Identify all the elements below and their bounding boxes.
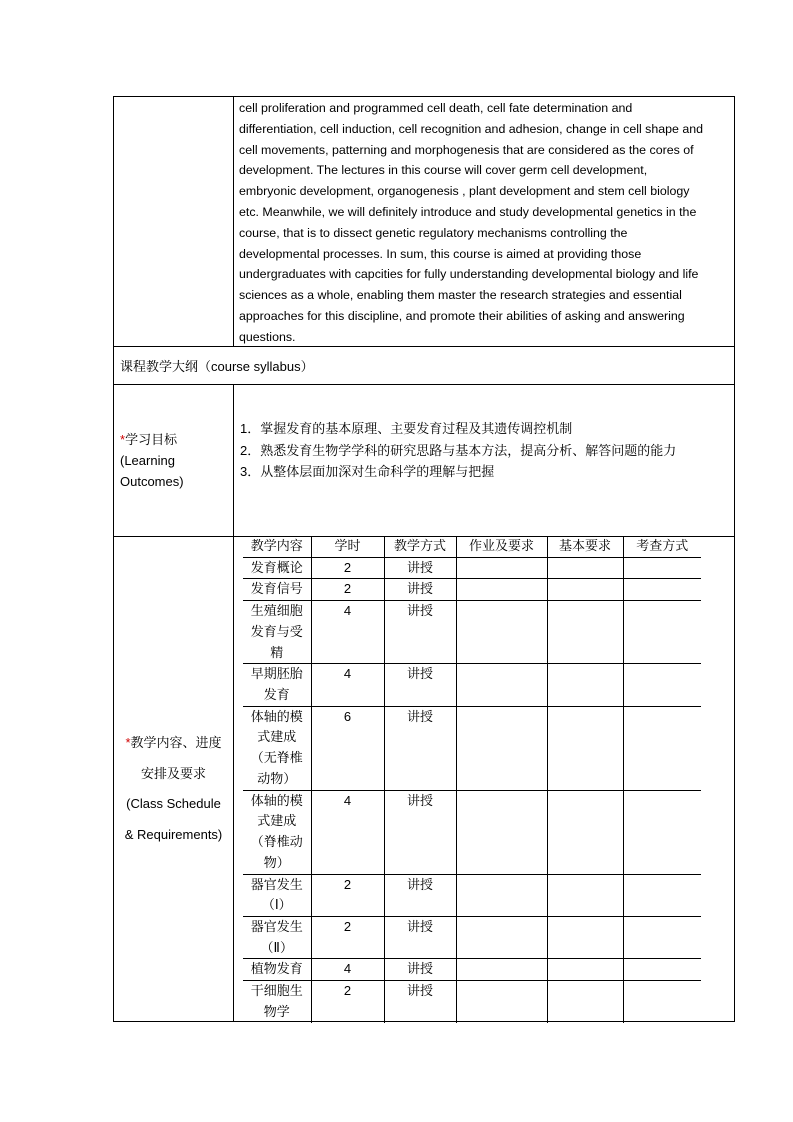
- schedule-hours: 2: [311, 874, 384, 916]
- schedule-row: [243, 557, 701, 579]
- header-content: 教学内容: [243, 536, 311, 557]
- schedule-header-row: [243, 536, 701, 557]
- schedule-content-line: （脊椎动: [250, 834, 303, 850]
- schedule-content: [243, 706, 311, 790]
- schedule-content: [243, 557, 311, 579]
- learning-outcomes-label-en: (Learning: [120, 453, 175, 468]
- schedule-homework: [456, 557, 547, 579]
- learning-outcomes-list: [240, 418, 676, 483]
- schedule-homework: [456, 601, 547, 664]
- schedule-homework: [456, 579, 547, 601]
- schedule-homework: [456, 790, 547, 874]
- schedule-row: [243, 874, 701, 916]
- schedule-assessment: [623, 790, 701, 874]
- schedule-basic-requirements: [547, 579, 623, 601]
- schedule-content-line: 式建成: [257, 729, 297, 745]
- schedule-basic-requirements: [547, 874, 623, 916]
- schedule-hours: 2: [311, 981, 384, 1023]
- schedule-content-line: （Ⅱ）: [260, 939, 293, 955]
- schedule-basic-requirements: [547, 959, 623, 981]
- outcome-item: 2．熟悉发育生物学学科的研究思路与基本方法，提高分析、解答问题的能力: [240, 442, 677, 458]
- outcome-item: 3．从整体层面加深对生命科学的理解与把握: [240, 464, 495, 479]
- description-line: questions.: [239, 329, 296, 344]
- schedule-content-line: 物学: [263, 1003, 290, 1019]
- schedule-hours: 2: [311, 557, 384, 579]
- schedule-homework: [456, 917, 547, 959]
- schedule-row: [243, 981, 701, 1023]
- syllabus-header: 课程教学大纲（course syllabus）: [120, 359, 314, 374]
- schedule-content-line: 发育信号: [250, 581, 303, 597]
- schedule-hours: 4: [311, 790, 384, 874]
- schedule-assessment: [623, 981, 701, 1023]
- schedule-content-line: 器官发生: [250, 919, 303, 935]
- schedule-method: 讲授: [384, 790, 456, 874]
- schedule-basic-requirements: [547, 981, 623, 1023]
- schedule-content: [243, 917, 311, 959]
- schedule-method: 讲授: [384, 874, 456, 916]
- schedule-row: [243, 601, 701, 664]
- schedule-assessment: [623, 579, 701, 601]
- schedule-basic-requirements: [547, 664, 623, 706]
- schedule-content-line: （Ⅰ）: [261, 897, 292, 913]
- schedule-content-line: 干细胞生: [250, 983, 303, 999]
- schedule-homework: [456, 664, 547, 706]
- schedule-method: 讲授: [384, 579, 456, 601]
- schedule-content-line: 生殖细胞: [250, 603, 303, 619]
- schedule-content-line: 式建成: [257, 813, 297, 829]
- schedule-method: 讲授: [384, 981, 456, 1023]
- schedule-hours: 2: [311, 579, 384, 601]
- description-line: approaches for this discipline, and promote their abilities of asking and answering: [239, 308, 685, 323]
- schedule-row: [243, 959, 701, 981]
- schedule-method: 讲授: [384, 601, 456, 664]
- schedule-homework: [456, 706, 547, 790]
- description-line: development. The lectures in this course will cover germ cell development,: [239, 163, 648, 178]
- class-schedule-label-en: & Requirements): [124, 826, 223, 842]
- schedule-content-line: （无脊椎: [250, 750, 303, 766]
- required-marker: *: [125, 735, 131, 750]
- schedule-homework: [456, 981, 547, 1023]
- schedule-method: 讲授: [384, 706, 456, 790]
- schedule-content-line: 器官发生: [250, 876, 303, 892]
- schedule-content-line: 体轴的模: [250, 708, 303, 724]
- column-divider: [233, 384, 234, 1022]
- schedule-basic-requirements: [547, 917, 623, 959]
- schedule-hours: 6: [311, 706, 384, 790]
- schedule-assessment: [623, 874, 701, 916]
- description-line: cell proliferation and programmed cell death, cell fate determination and: [239, 101, 633, 115]
- schedule-content-line: 发育概论: [250, 559, 303, 575]
- schedule-content-line: 物）: [263, 854, 290, 870]
- description-line: course, that is to dissect genetic regulatory mechanisms controlling the: [239, 225, 628, 240]
- description-line: embryonic development, organogenesis , plant development and stem cell biology: [239, 184, 690, 199]
- class-schedule-label-en: (Class Schedule: [126, 796, 221, 811]
- description-line: undergraduates with capcities for fully understanding developmental biology and life: [239, 267, 699, 282]
- schedule-row: [243, 664, 701, 706]
- schedule-basic-requirements: [547, 790, 623, 874]
- schedule-hours: 4: [311, 601, 384, 664]
- header-method: 教学方式: [384, 536, 456, 557]
- schedule-content-line: 体轴的模: [250, 792, 303, 808]
- schedule-basic-requirements: [547, 557, 623, 579]
- schedule-assessment: [623, 706, 701, 790]
- header-basic-requirements: 基本要求: [547, 536, 623, 557]
- schedule-basic-requirements: [547, 601, 623, 664]
- schedule-assessment: [623, 917, 701, 959]
- learning-outcomes-label-en: Outcomes): [120, 474, 184, 489]
- schedule-content-line: 植物发育: [250, 961, 303, 977]
- description-line: etc. Meanwhile, we will definitely introduce and study developmental genetics in the: [239, 204, 697, 219]
- schedule-method: 讲授: [384, 959, 456, 981]
- schedule-content: [243, 790, 311, 874]
- schedule-content: [243, 601, 311, 664]
- row-divider: [113, 384, 735, 385]
- class-schedule-label-cn: 教学内容、进度: [130, 735, 222, 750]
- header-assessment: 考查方式: [623, 536, 701, 557]
- class-schedule-label: [114, 728, 233, 850]
- column-divider: [233, 96, 234, 347]
- schedule-content: [243, 874, 311, 916]
- schedule-content: [243, 981, 311, 1023]
- schedule-table: [243, 536, 701, 1023]
- schedule-homework: [456, 959, 547, 981]
- header-homework: 作业及要求: [456, 536, 547, 557]
- schedule-method: 讲授: [384, 664, 456, 706]
- header-hours: 学时: [311, 536, 384, 557]
- schedule-row: [243, 706, 701, 790]
- description-line: sciences as a whole, enabling them master the research strategies and essential: [239, 288, 682, 303]
- schedule-content: [243, 664, 311, 706]
- schedule-content-line: 精: [270, 644, 284, 660]
- schedule-content: [243, 579, 311, 601]
- schedule-hours: 4: [311, 959, 384, 981]
- required-marker: *: [120, 432, 126, 447]
- schedule-method: 讲授: [384, 917, 456, 959]
- schedule-basic-requirements: [547, 706, 623, 790]
- schedule-hours: 2: [311, 917, 384, 959]
- schedule-content-line: 动物）: [257, 770, 297, 786]
- schedule-assessment: [623, 959, 701, 981]
- schedule-method: 讲授: [384, 557, 456, 579]
- schedule-assessment: [623, 601, 701, 664]
- schedule-content-line: 发育: [263, 686, 290, 702]
- description-line: cell movements, patterning and morphogenesis that are considered as the cores of: [239, 142, 694, 157]
- schedule-row: [243, 917, 701, 959]
- description-line: developmental processes. In sum, this course is aimed at providing those: [239, 246, 642, 261]
- outcome-item: 1．掌握发育的基本原理、主要发育过程及其遗传调控机制: [240, 421, 573, 436]
- schedule-content-line: 发育与受: [250, 623, 303, 639]
- course-description: [239, 98, 729, 348]
- schedule-hours: 4: [311, 664, 384, 706]
- learning-outcomes-label-cn: 学习目标: [125, 432, 178, 447]
- schedule-content: [243, 959, 311, 981]
- schedule-assessment: [623, 664, 701, 706]
- schedule-row: [243, 579, 701, 601]
- class-schedule-label-cn: 安排及要求: [140, 765, 206, 781]
- schedule-assessment: [623, 557, 701, 579]
- learning-outcomes-label: [120, 429, 184, 492]
- schedule-row: [243, 790, 701, 874]
- schedule-content-line: 早期胚胎: [250, 666, 303, 682]
- schedule-homework: [456, 874, 547, 916]
- description-line: differentiation, cell induction, cell recognition and adhesion, change in cell shape and: [239, 121, 704, 136]
